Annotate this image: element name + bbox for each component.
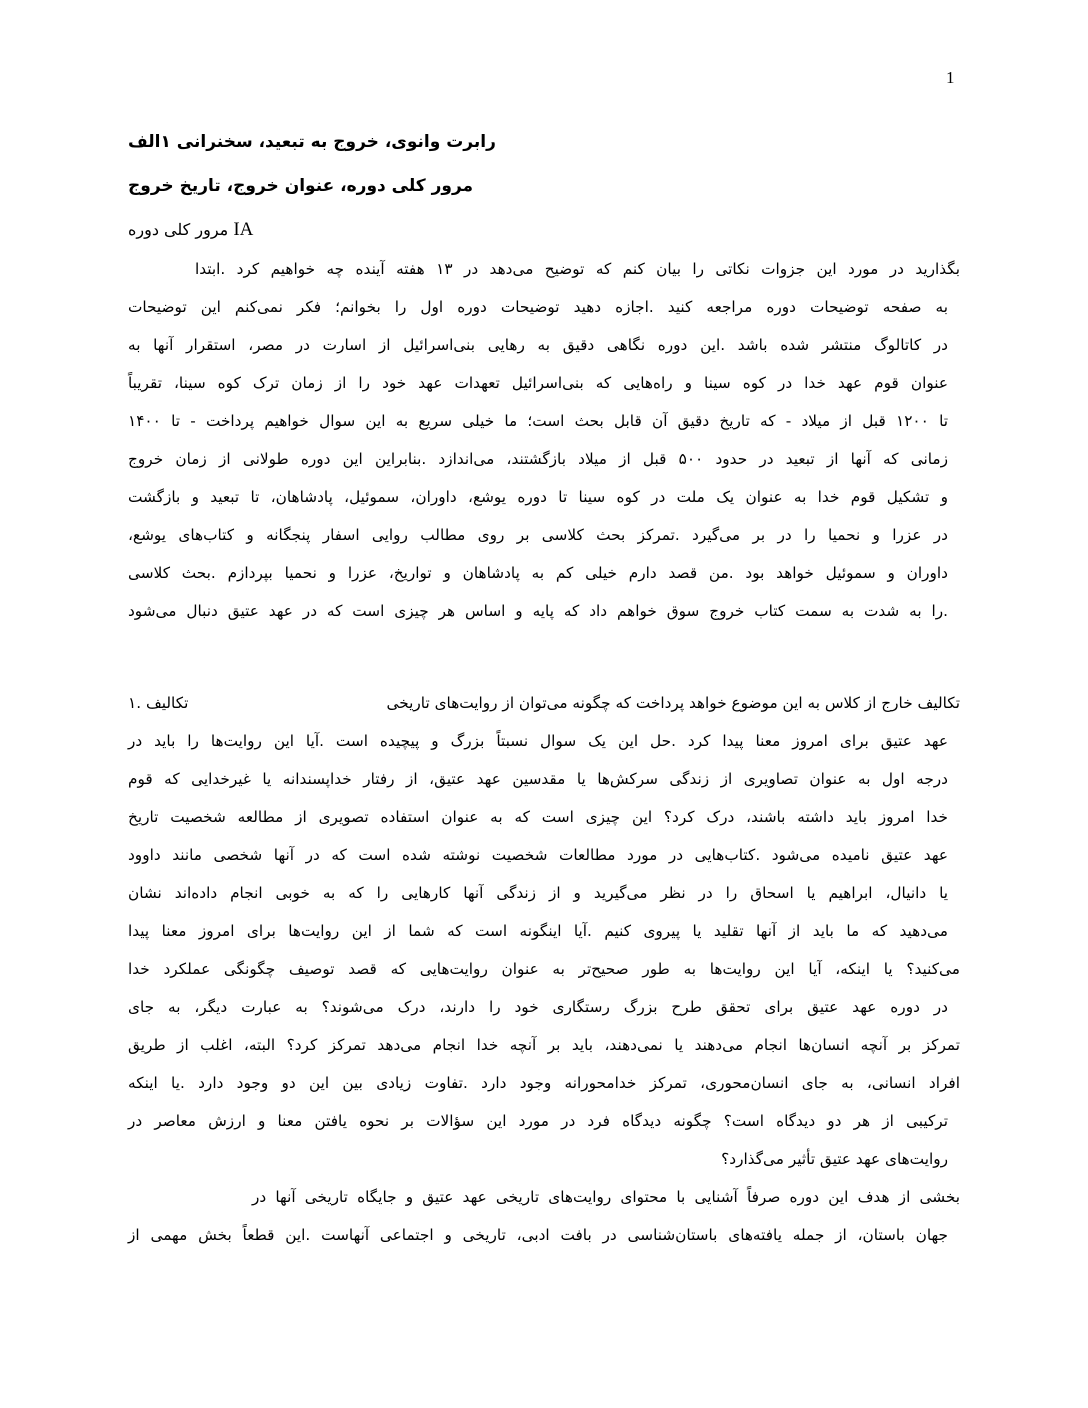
lecture-title: رابرت وانوی، خروج به تبعید، سخنرانی ۱الف [128,132,496,152]
text-line: در کاتالوگ منتشر شده باشد .این دوره نگاهی دقیق به رهایی بنی‌اسرائیل از اسارت در مصر، استقرار آنها به [128,336,948,354]
text-line: یا دانیال، ابراهیم یا اسحاق را در نظر می‌گیرید و از زندگی آنها کارهایی را که به خوبی انجام داده‌اند نشان [128,884,948,902]
text-line: و تشکیل قوم خدا به عنوان یک ملت در کوه سینا تا دوره یوشع، داوران، سموئیل، پادشاهان، تا تبعید و بازگشت [128,488,948,506]
text-line: در عزرا و نحمیا را در بر می‌گیرد .تمرکز بحث کلاسی بر روی مطالب روایی اسفار پنجگانه و کتاب‌های یوشع، [128,526,948,544]
text-line: روایت‌های عهد عتیق تأثیر می‌گذارد؟ [721,1150,948,1168]
text-line: داوران و سموئیل خواهد بود .من قصد دارم خیلی کم به پادشاهان و تواریخ، عزرا و نحمیا بپردازم .بحث کلاسی [128,564,948,582]
text-line: بخشی از هدف این دوره صرفاً آشنایی با محتوای روایت‌های تاریخی عهد عتیق و جایگاه تاریخی آنها در [252,1188,960,1206]
assignments-heading-line [128,691,960,715]
text-line: بگذارید در مورد این جزوات نکاتی را بیان کنم که توضیح می‌دهد در ۱۳ هفته آینده چه خواهیم کرد .ابتدا [195,260,960,278]
text-line: در دوره عهد عتیق برای تحقق طرح بزرگ رستگاری خود را دارند، درک می‌شوند؟ به عبارت دیگر، به جای [128,998,948,1016]
page-number: 1 [946,68,955,87]
text-line: تمرکز بر آنچه انسان‌ها انجام می‌دهند یا نمی‌دهند، باید بر آنچه خدا انجام می‌دهد تمرکز کرد؟ البته، اغلب از طریق [128,1036,960,1054]
section-number: IA [233,219,254,240]
assignments-intro-text: تکالیف خارج از کلاس به این موضوع خواهد پرداخت که چگونه می‌توان از روایت‌های تاریخی [386,694,960,712]
text-line: .را به شدت به سمت کتاب خروج سوق خواهم داد که پایه و اساس هر چیزی است که در عهد عتیق دنبال می‌شود [128,602,948,620]
text-line: درجه اول به عنوان تصاویری از زندگی سرکش‌ها یا مقدسین عهد عتیق، از رفتار خداپسندانه یا غیرخدایی که قوم [128,770,948,788]
text-line: می‌کنید؟ یا اینکه، آیا این روایت‌ها به طور صحیح‌تر به عنوان روایت‌هایی که قصد توصیف چگونگی عملکرد خدا [128,960,960,978]
text-line: به صفحه توضیحات دوره مراجعه کنید .اجازه دهید توضیحات دوره اول را بخوانم؛ فکر نمی‌کنم این توضیحات [128,298,948,316]
text-line: عهد عتیق نامیده می‌شود .کتاب‌هایی در مورد مطالعات شخصیت نوشته شده است که در آنها شخصی مانند داوود [128,846,948,864]
lecture-subtitle: مرور کلی دوره، عنوان خروج، تاریخ خروج [128,176,474,196]
text-line: افراد انسانی، به جای انسان‌محوری، تمرکز خدامحورانه وجود دارد .تفاوت زیادی بین این دو وجود دارد .یا اینکه [128,1074,960,1092]
text-line: ترکیبی از هر دو دیدگاه است؟ چگونه دیدگاه فرد در مورد این سؤالات بر نحوه یافتن معنا و ارزش معاصر در [128,1112,948,1130]
assignments-label: تکالیف .۱ [128,694,189,712]
section-heading [128,218,428,242]
section-title: مرور کلی دوره [128,220,229,239]
text-line: عهد عتیق برای امروز معنا پیدا کرد .حل این یک سوال نسبتاً بزرگ و پیچیده است .آیا این روایت‌ها را باید در [128,732,948,750]
text-line: خدا امروز باید داشته باشند، درک کرد؟ این چیزی است که به عنوان استفاده تصویری از مطالعه شخصیت تاریخ [128,808,948,826]
text-line: عنوان قوم عهد خدا در کوه سینا و راه‌هایی که بنی‌اسرائیل تعهدات عهد خود را از زمان ترک کوه سینا، تقریباً [128,374,948,392]
text-line: می‌دهید که ما باید از آنها تقلید یا پیروی کنیم .آیا اینگونه است که شما از این روایت‌ها برای امروز معنا پیدا [128,922,948,940]
text-line: تا ۱۲۰۰ قبل از میلاد - که تاریخ دقیق آن قابل بحث است؛ ما خیلی سریع به این سوال خواهیم پرداخت - تا ۱۴۰۰ [128,412,949,430]
text-line: زمانی که آنها از تبعید در حدود ۵۰۰ قبل از میلاد بازگشتند، می‌اندازد .بنابراین این دوره طولانی از زمان خروج [128,450,948,468]
text-line: جهان باستان، از جمله یافته‌های باستان‌شناسی در بافت ادبی، تاریخی و اجتماعی آنهاست .این قطعاً بخش مهمی از [128,1226,948,1244]
